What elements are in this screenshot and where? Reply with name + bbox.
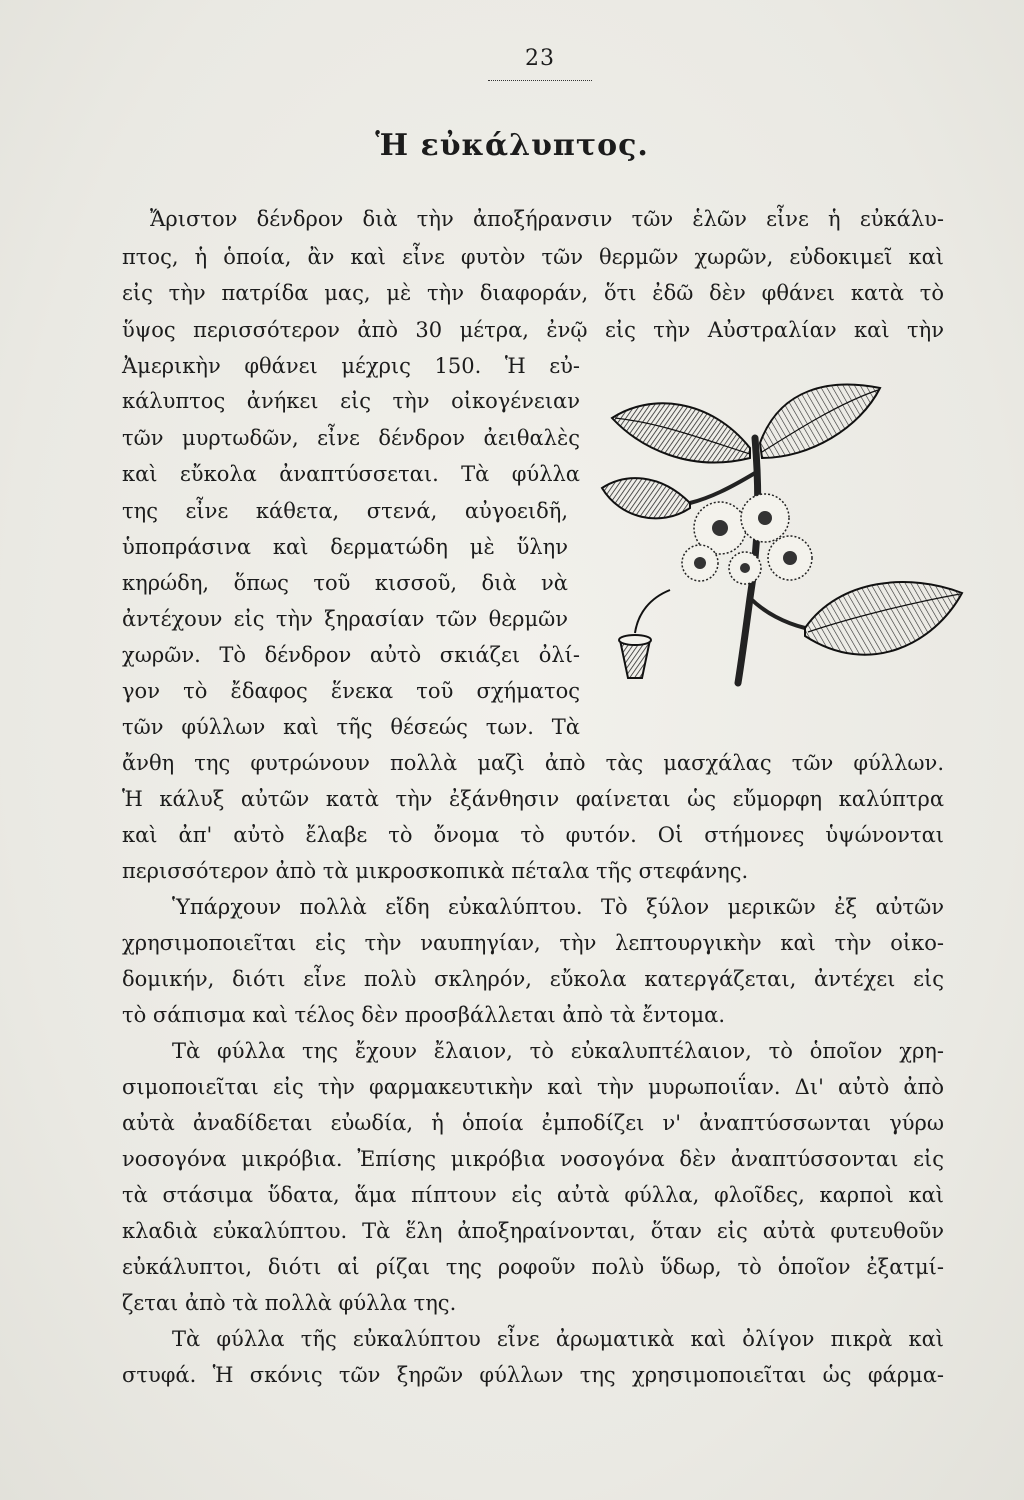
text-line: καὶ ἀπ' αὐτὸ ἔλαβε τὸ ὄνομα τὸ φυτόν. Οἱ στήμονες ὑψώνονται xyxy=(122,823,944,847)
text-line: τῶν μυρτωδῶν, εἶνε δένδρον ἀειθαλὲς xyxy=(122,426,580,450)
leaf-shape xyxy=(602,478,690,518)
text-line: γον τὸ ἔδαφος ἕνεκα τοῦ σχήματος xyxy=(122,679,580,703)
text-line: στυφά. Ἡ σκόνις τῶν ξηρῶν φύλλων της χρησιμοποιεῖται ὡς φάρμα- xyxy=(122,1363,944,1387)
leaf-shape xyxy=(805,582,962,655)
text-line: Τὰ φύλλα τῆς εὐκαλύπτου εἶνε ἀρωματικὰ καὶ ὀλίγον πικρὰ καὶ xyxy=(172,1327,944,1351)
text-line: τῶν φύλλων καὶ τῆς θέσεώς των. Τὰ xyxy=(122,715,580,739)
text-line: καὶ εὔκολα ἀναπτύσσεται. Τὰ φύλλα xyxy=(122,462,580,486)
text-line: ζεται ἀπὸ τὰ πολλὰ φύλλα της. xyxy=(122,1291,457,1315)
chapter-title: Ἡ εὐκάλυπτος. xyxy=(375,128,649,163)
eucalyptus-branch-illustration xyxy=(590,378,970,718)
text-line: κάλυπτος ἀνήκει εἰς τὴν οἰκογένειαν xyxy=(122,389,580,413)
text-line: νοσογόνα μικρόβια. Ἐπίσης μικρόβια νοσογόνα δὲν ἀναπτύσσονται εἰς xyxy=(122,1147,944,1171)
flower-cluster xyxy=(682,494,812,584)
text-line: τὰ στάσιμα ὕδατα, ἅμα πίπτουν εἰς αὐτὰ φύλλα, φλοῖδες, καρποὶ καὶ xyxy=(122,1183,944,1207)
text-line: χωρῶν. Τὸ δένδρον αὐτὸ σκιάζει ὀλί- xyxy=(122,643,580,667)
text-line: πτος, ἡ ὁποία, ἂν καὶ εἶνε φυτὸν τῶν θερμῶν χωρῶν, εὐδοκιμεῖ καὶ xyxy=(122,245,944,269)
text-line: Τὰ φύλλα της ἔχουν ἔλαιον, τὸ εὐκαλυπτέλαιον, τὸ ὁποῖον χρη- xyxy=(172,1039,944,1063)
text-line: Ὑπάρχουν πολλὰ εἴδη εὐκαλύπτου. Τὸ ξύλον μερικῶν ἐξ αὐτῶν xyxy=(172,895,944,919)
text-line: εἰς τὴν πατρίδα μας, μὲ τὴν διαφοράν, ὅτι ἐδῶ δὲν φθάνει κατὰ τὸ xyxy=(122,281,944,305)
text-line: τὸ σάπισμα καὶ τέλος δὲν προσβάλλεται ἀπὸ τὰ ἔντομα. xyxy=(122,1003,726,1027)
text-line: ἀντέχουν εἰς τὴν ξηρασίαν τῶν θερμῶν xyxy=(122,607,568,631)
text-line: Ἄριστον δένδρον διὰ τὴν ἀποξήρανσιν τῶν ἑλῶν εἶνε ἡ εὐκάλυ- xyxy=(150,207,944,231)
text-line: Ἡ κάλυξ αὐτῶν κατὰ τὴν ἐξάνθησιν φαίνεται ὡς εὔμορφη καλύπτρα xyxy=(122,787,944,811)
twig-shape xyxy=(750,598,805,628)
text-line: Ἀμερικὴν φθάνει μέχρις 150. Ἡ εὐ- xyxy=(122,354,580,378)
page-number: 23 xyxy=(525,46,555,71)
text-line: περισσότερον ἀπὸ τὰ μικροσκοπικὰ πέταλα τῆς στεφάνης. xyxy=(122,859,749,883)
page-number-rule xyxy=(488,80,592,81)
text-line: δομικήν, διότι εἶνε πολὺ σκληρόν, εὔκολα κατεργάζεται, ἀντέχει εἰς xyxy=(122,967,944,991)
seed-capsule xyxy=(619,590,670,678)
leaf-shape xyxy=(612,403,750,462)
text-line: αὐτὰ ἀναδίδεται εὐωδία, ἡ ὁποία ἐμποδίζει ν' ἀναπτύσσωνται γύρω xyxy=(122,1111,944,1135)
text-line: ὑποπράσινα καὶ δερματώδη μὲ ὕλην xyxy=(122,535,568,559)
text-line: κηρώδη, ὅπως τοῦ κισσοῦ, διὰ νὰ xyxy=(122,571,568,595)
text-line: ὕψος περισσότερον ἀπὸ 30 μέτρα, ἐνῷ εἰς τὴν Αὐστραλίαν καὶ τὴν xyxy=(122,318,944,342)
text-line: κλαδιὰ εὐκαλύπτου. Τὰ ἕλη ἀποξηραίνονται, ὅταν εἰς αὐτὰ φυτευθοῦν xyxy=(122,1219,944,1243)
text-line: σιμοποιεῖται εἰς τὴν φαρμακευτικὴν καὶ τὴν μυρωποιΐαν. Δι' αὐτὸ ἀπὸ xyxy=(122,1075,944,1099)
text-line: της εἶνε κάθετα, στενά, αὐγοειδῆ, xyxy=(122,499,568,523)
text-line: εὐκάλυπτοι, διότι αἱ ρίζαι της ροφοῦν πολὺ ὕδωρ, τὸ ὁποῖον ἐξατμί- xyxy=(122,1255,944,1279)
text-line: ἄνθη της φυτρώνουν πολλὰ μαζὶ ἀπὸ τὰς μασχάλας τῶν φύλλων. xyxy=(122,751,944,775)
text-line: χρησιμοποιεῖται εἰς τὴν ναυπηγίαν, τὴν λεπτουργικὴν καὶ τὴν οἰκο- xyxy=(122,931,944,955)
twig-shape xyxy=(690,473,755,503)
